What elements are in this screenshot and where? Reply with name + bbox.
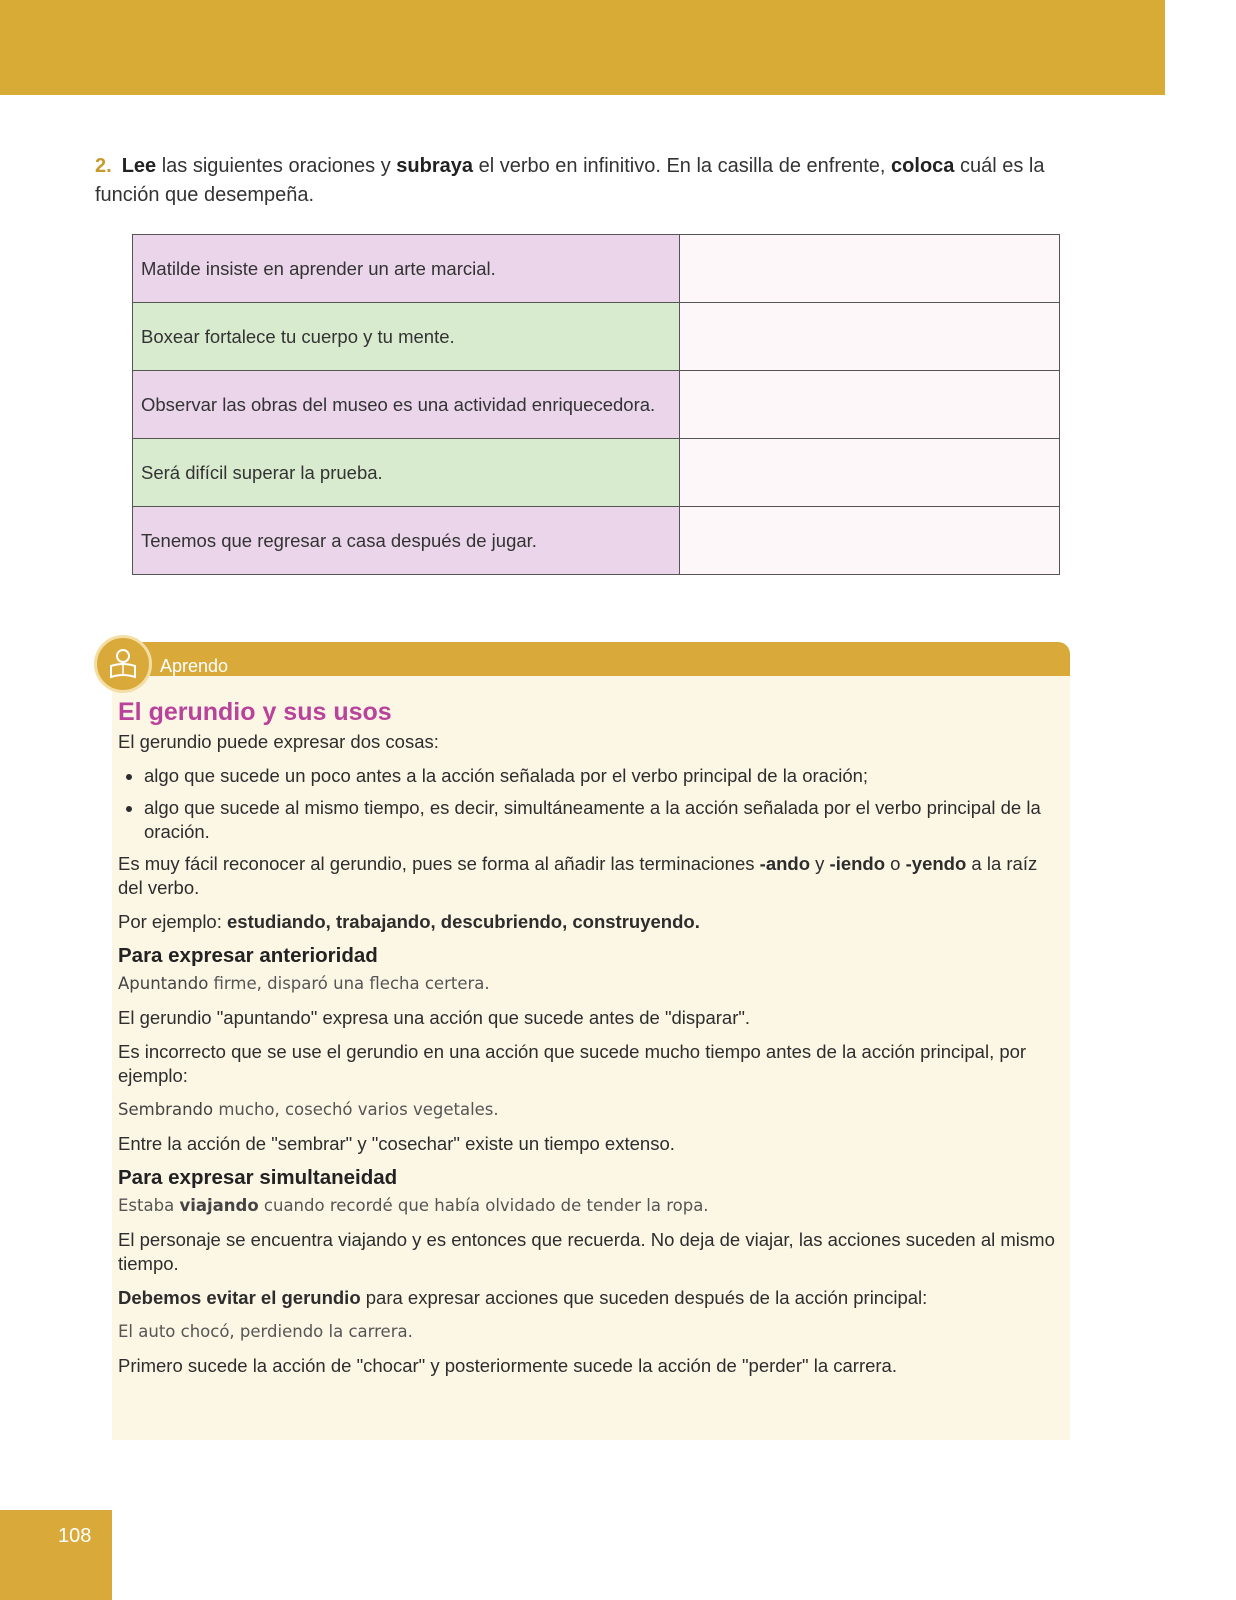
sentence-cell: Tenemos que regresar a casa después de jugar. bbox=[133, 507, 680, 575]
anterioridad-heading: Para expresar anterioridad bbox=[118, 944, 378, 967]
formation-rule bbox=[118, 852, 1063, 900]
table-row bbox=[133, 439, 1060, 507]
explanation: El gerundio "apuntando" expresa una acción que sucede antes de "disparar". bbox=[118, 1007, 751, 1028]
rule-text: Es muy fácil reconocer al gerundio, pues se forma al añadir las terminaciones bbox=[118, 853, 760, 874]
intro-text: El gerundio puede expresar dos cosas: bbox=[118, 731, 439, 752]
rule-text: y bbox=[810, 853, 830, 874]
gerund-word: viajando bbox=[179, 1196, 259, 1215]
avoid-text: para expresar acciones que suceden después de la acción principal: bbox=[360, 1287, 928, 1308]
example-sentence: El auto chocó, perdiendo la carrera. bbox=[118, 1322, 413, 1341]
aprendo-content bbox=[118, 700, 1063, 1388]
ending-iendo: -iendo bbox=[829, 853, 886, 874]
instruction-verb-lee: Lee bbox=[121, 155, 157, 177]
example-sentence bbox=[118, 1098, 1063, 1122]
section-title: El gerundio y sus usos bbox=[118, 698, 392, 726]
table-row bbox=[133, 235, 1060, 303]
uses-list bbox=[118, 764, 1063, 844]
instruction-text: las siguientes oraciones y bbox=[156, 155, 397, 177]
gerund-word: Sembrando bbox=[118, 1100, 214, 1119]
example-sentence bbox=[118, 1194, 1063, 1218]
sentence-cell: Matilde insiste en aprender un arte marcial. bbox=[133, 235, 680, 303]
instruction-verb-coloca: coloca bbox=[891, 155, 955, 177]
exercise-number: 2. bbox=[95, 155, 112, 177]
simultaneidad-heading: Para expresar simultaneidad bbox=[118, 1166, 398, 1189]
top-color-band bbox=[0, 0, 1165, 95]
example-rest: mucho, cosechó varios vegetales. bbox=[213, 1100, 499, 1119]
aprendo-header-bar bbox=[112, 642, 1070, 676]
answer-cell[interactable] bbox=[680, 371, 1060, 439]
answer-cell[interactable] bbox=[680, 439, 1060, 507]
exercise-instruction bbox=[95, 152, 1065, 210]
example-rest: cuando recordé que había olvidado de tender la ropa. bbox=[258, 1196, 709, 1215]
incorrect-use-note: Es incorrecto que se use el gerundio en una acción que sucede mucho tiempo antes de la acción principal, por ejemplo: bbox=[118, 1041, 1027, 1086]
rule-text: o bbox=[885, 853, 906, 874]
reader-icon bbox=[94, 635, 152, 693]
instruction-text: cuál es la función que desempeña. bbox=[95, 155, 1045, 206]
answer-cell[interactable] bbox=[680, 235, 1060, 303]
answer-cell[interactable] bbox=[680, 303, 1060, 371]
table-row bbox=[133, 303, 1060, 371]
table-row bbox=[133, 371, 1060, 439]
explanation: Primero sucede la acción de "chocar" y posteriormente sucede la acción de "perder" la carrera. bbox=[118, 1355, 897, 1376]
rule-text: a la raíz del verbo. bbox=[118, 853, 1038, 898]
ending-yendo: -yendo bbox=[905, 853, 967, 874]
list-item: • algo que sucede un poco antes a la acción señalada por el verbo principal de la oración; bbox=[144, 764, 1063, 788]
instruction-verb-subraya: subraya bbox=[396, 155, 474, 177]
table-row bbox=[133, 507, 1060, 575]
answer-cell[interactable] bbox=[680, 507, 1060, 575]
example-sentence bbox=[118, 972, 1063, 996]
sentence-cell: Será difícil superar la prueba. bbox=[133, 439, 680, 507]
list-item: • algo que sucede al mismo tiempo, es decir, simultáneamente a la acción señalada por el verbo principal de la oración. bbox=[144, 796, 1063, 844]
explanation: Entre la acción de "sembrar" y "cosechar" existe un tiempo extenso. bbox=[118, 1133, 675, 1154]
avoid-emphasis: Debemos evitar el gerundio bbox=[118, 1287, 361, 1308]
explanation: El personaje se encuentra viajando y es entonces que recuerda. No deja de viajar, las acciones suceden al mismo tiempo. bbox=[118, 1229, 1055, 1274]
example-rest: firme, disparó una flecha certera. bbox=[208, 974, 490, 993]
page-number-tab bbox=[0, 1510, 112, 1600]
example-rest: Estaba bbox=[118, 1196, 180, 1215]
aprendo-label: Aprendo bbox=[160, 656, 229, 676]
sentence-cell: Boxear fortalece tu cuerpo y tu mente. bbox=[133, 303, 680, 371]
gerund-word: Apuntando bbox=[118, 974, 209, 993]
exercise-table bbox=[132, 234, 1060, 575]
avoid-note bbox=[118, 1286, 1063, 1310]
example-words: estudiando, trabajando, descubriendo, construyendo. bbox=[227, 911, 700, 932]
page-number: 108 bbox=[58, 1525, 92, 1547]
sentence-cell: Observar las obras del museo es una actividad enriquecedora. bbox=[133, 371, 680, 439]
examples-line bbox=[118, 910, 1063, 934]
ending-ando: -ando bbox=[759, 853, 811, 874]
instruction-text: el verbo en infinitivo. En la casilla de enfrente, bbox=[473, 155, 892, 177]
example-label: Por ejemplo: bbox=[118, 911, 227, 932]
